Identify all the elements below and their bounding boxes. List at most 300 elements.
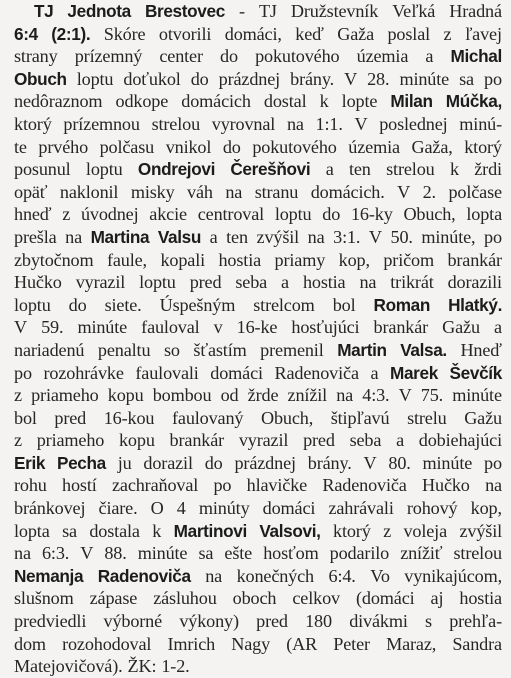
text-word: do: [322, 204, 341, 225]
article-line: [14, 520, 502, 543]
article-line: [14, 136, 502, 159]
article-line: [14, 339, 502, 362]
text-word: Obuch,: [403, 204, 456, 225]
article-line: [14, 249, 502, 272]
bold-name-word: Valsa.: [400, 339, 447, 360]
text-word: čiare.: [98, 498, 138, 519]
text-word: ten: [348, 159, 371, 180]
text-word: penaltu: [97, 339, 151, 360]
text-word: 180: [305, 611, 332, 632]
text-word: k: [449, 159, 459, 180]
article-line: [14, 407, 502, 430]
article-line: [14, 45, 502, 68]
article-line: [14, 203, 502, 226]
text-word: prízemnou: [63, 113, 140, 134]
text-word: minúte: [137, 543, 188, 564]
text-word: ŽK:: [127, 656, 157, 677]
text-word: prízemný: [74, 46, 143, 67]
bold-name-word: (2:1).: [51, 23, 91, 44]
text-word: k: [152, 520, 162, 541]
bold-name-word: Milan: [390, 91, 433, 112]
text-word: V: [398, 385, 412, 406]
article-line: [14, 294, 502, 317]
bold-name-word: Radenoviča: [97, 565, 191, 586]
text-word: úvodnej: [80, 204, 139, 225]
text-word: Peter: [333, 633, 370, 654]
text-word: centroval: [197, 204, 265, 225]
text-word: stranu: [254, 181, 299, 202]
text-word: váh: [187, 181, 213, 202]
text-word: Hradná: [449, 1, 502, 21]
text-word: Radenoviča: [322, 475, 407, 496]
text-word: opäť: [14, 181, 48, 202]
text-word: polčasu: [99, 136, 155, 157]
text-word: a: [396, 430, 404, 451]
text-word: podarilo: [329, 543, 390, 564]
text-word: fauloval: [141, 317, 200, 338]
text-word: na: [336, 385, 354, 406]
article-line: [14, 587, 502, 610]
text-word: pokutového: [252, 136, 337, 157]
text-word: 3:1.: [333, 226, 361, 247]
text-word: siete.: [104, 294, 142, 315]
text-word: 1-2.: [161, 656, 190, 677]
text-word: faulovali: [135, 362, 199, 383]
text-word: bránkovej: [14, 498, 86, 519]
text-word: z: [62, 204, 71, 225]
article-line: [14, 452, 502, 475]
text-word: po: [213, 475, 232, 496]
text-word: a: [425, 46, 434, 67]
text-word: kopu: [118, 430, 155, 451]
text-word: loptu: [76, 68, 114, 89]
bold-name-word: Nemanja: [14, 565, 84, 586]
text-word: od: [220, 385, 239, 406]
text-word: zásluhou: [153, 588, 217, 609]
text-word: brány.: [290, 68, 335, 89]
text-word: premenil: [260, 339, 324, 360]
text-word: 28.: [367, 68, 390, 89]
text-word: odkope: [115, 91, 169, 112]
text-word: do: [220, 46, 238, 67]
text-word: územia: [348, 136, 400, 157]
text-word: zvýšil: [256, 226, 300, 247]
text-word: štipľavú: [330, 407, 390, 428]
text-word: kop,: [470, 498, 502, 519]
text-word: lopte: [341, 91, 378, 112]
article-line: [14, 429, 502, 452]
bold-name-word: Obuch: [14, 68, 67, 89]
text-word: loptu: [139, 272, 176, 293]
text-word: územia: [356, 46, 409, 67]
article-line: [14, 384, 502, 407]
bold-name-word: Čerešňovi: [230, 159, 311, 180]
text-word: na: [286, 113, 304, 134]
text-word: pričom: [383, 249, 434, 270]
text-word: divákmi: [349, 611, 408, 632]
text-word: strelou: [386, 159, 435, 180]
text-word: V: [80, 543, 94, 564]
article-line: [14, 23, 502, 46]
bold-name-word: Martin: [337, 339, 387, 360]
text-word: ešte: [224, 543, 253, 564]
text-word: Radenoviča: [274, 362, 359, 383]
text-word: kopu: [107, 385, 144, 406]
text-word: trikrát: [390, 272, 434, 293]
text-word: TJ: [258, 1, 277, 21]
text-word: Úspešným: [159, 294, 236, 315]
text-word: -: [238, 1, 245, 21]
text-word: 50.: [390, 226, 413, 247]
article-line: [14, 497, 502, 520]
text-word: znížil: [287, 385, 328, 406]
text-word: a: [281, 272, 289, 293]
text-word: ju: [117, 452, 132, 473]
text-word: ten: [226, 226, 248, 247]
text-word: bol: [14, 407, 37, 428]
text-word: výborné: [103, 611, 163, 632]
text-word: na: [14, 543, 31, 564]
article-line: [14, 655, 502, 678]
text-word: kopali: [160, 249, 205, 270]
match-report-article: [14, 0, 502, 678]
text-word: V: [368, 226, 382, 247]
text-word: hosťom: [263, 543, 319, 564]
text-word: zahrávali: [328, 498, 394, 519]
text-word: seba: [235, 272, 268, 293]
text-word: vnikol: [165, 136, 212, 157]
text-word: sa: [459, 68, 474, 89]
text-word: rohový: [406, 498, 458, 519]
text-word: ktorý: [464, 136, 502, 157]
text-word: dostala: [89, 520, 140, 541]
text-word: V: [363, 452, 377, 473]
text-word: do: [68, 294, 87, 315]
article-line: [14, 542, 502, 565]
bold-name-word: Brestovec: [144, 1, 225, 21]
text-word: V: [354, 113, 368, 134]
text-word: poslal: [387, 23, 431, 44]
text-word: 16-kou: [103, 407, 155, 428]
text-word: so: [163, 339, 180, 360]
text-word: keď: [295, 23, 324, 44]
bold-name-word: Martina: [90, 226, 150, 247]
bold-name-word: Valsu: [157, 226, 202, 247]
text-word: V: [344, 68, 358, 89]
text-word: z: [443, 23, 452, 44]
text-word: zachraňoval: [111, 475, 199, 496]
text-word: vyrazil: [238, 430, 289, 451]
text-word: lopta: [14, 520, 50, 541]
text-word: (AR: [286, 633, 318, 654]
text-word: seba: [349, 430, 382, 451]
text-word: V: [397, 181, 411, 202]
text-word: 16-ky: [350, 204, 393, 225]
text-word: O: [150, 498, 164, 519]
text-word: Hučko: [422, 475, 470, 496]
bold-name-word: Ševčík: [449, 362, 502, 383]
text-word: prehľa-: [449, 611, 502, 632]
text-word: priamy: [274, 249, 326, 270]
text-word: vynikajúcom,: [404, 565, 502, 586]
text-word: voleja: [403, 520, 448, 541]
text-word: minúte: [452, 385, 502, 406]
text-word: k: [319, 91, 329, 112]
text-word: konečných: [236, 565, 314, 586]
text-word: minúte: [77, 317, 128, 338]
text-word: po: [484, 452, 502, 473]
text-word: 1:1.: [315, 113, 343, 134]
text-word: žrdi: [474, 159, 502, 180]
text-word: s: [425, 611, 432, 632]
text-word: aj: [430, 588, 444, 609]
text-word: sa: [198, 543, 214, 564]
text-word: po: [484, 226, 502, 247]
text-word: strelou: [453, 543, 502, 564]
text-word: strany: [14, 46, 58, 67]
text-word: Veľká: [392, 1, 436, 21]
text-word: poslednej: [379, 113, 448, 134]
text-word: pred: [54, 407, 87, 428]
article-line: [14, 316, 502, 339]
text-word: pred: [256, 611, 288, 632]
text-word: bombou: [152, 385, 212, 406]
article-line: [14, 633, 502, 656]
text-word: dom: [14, 633, 46, 654]
text-word: strelcom: [253, 294, 315, 315]
text-word: domáci,: [224, 23, 282, 44]
text-word: pred: [189, 272, 222, 293]
text-word: te: [14, 136, 27, 157]
text-word: do: [222, 136, 241, 157]
text-word: hneď: [14, 204, 52, 225]
text-word: hlavičke: [246, 475, 308, 496]
text-word: na: [485, 475, 502, 496]
article-line: [14, 181, 502, 204]
text-word: dorazil: [143, 452, 193, 473]
text-word: brankár: [373, 317, 429, 338]
text-word: minúte: [399, 68, 450, 89]
text-word: hosťujúci: [291, 317, 360, 338]
text-word: prázdnej: [218, 68, 281, 89]
text-word: polčase: [448, 181, 502, 202]
text-word: na: [65, 226, 82, 247]
text-word: loptu: [14, 294, 51, 315]
text-word: 6:4.: [328, 565, 356, 586]
text-word: rozohodoval: [62, 633, 152, 654]
text-word: vyrazil: [75, 272, 126, 293]
text-word: brankár: [447, 249, 502, 270]
text-word: predviedli: [14, 611, 87, 632]
text-word: Družstevník: [290, 1, 379, 21]
article-line: [14, 474, 502, 497]
text-word: a: [325, 159, 334, 180]
text-word: oboch: [232, 588, 277, 609]
text-word: V: [14, 317, 27, 338]
text-word: sa: [62, 520, 77, 541]
text-word: domáci: [210, 362, 263, 383]
bold-name-word: Roman: [373, 294, 431, 315]
text-word: Nagy: [231, 633, 271, 654]
text-word: z: [14, 430, 22, 451]
text-word: na: [225, 181, 243, 202]
text-word: posunul: [14, 159, 71, 180]
text-word: Gažu: [442, 317, 480, 338]
article-line: [14, 158, 502, 181]
text-word: Vo: [370, 565, 390, 586]
text-word: 80.: [388, 452, 411, 473]
article-line: [14, 271, 502, 294]
text-word: Gaža: [337, 23, 374, 44]
bold-name-word: Marek: [390, 362, 438, 383]
text-word: minú-: [459, 113, 502, 134]
text-word: hostia: [459, 588, 502, 609]
bold-name-word: Erik: [14, 452, 46, 473]
text-word: minúte,: [421, 226, 476, 247]
text-word: faule,: [106, 249, 147, 270]
text-word: bol: [332, 294, 356, 315]
article-line: [14, 362, 502, 385]
text-word: hostia: [302, 272, 346, 293]
bold-name-word: Múčka,: [445, 91, 502, 112]
text-word: 16-ke: [236, 317, 278, 338]
text-word: Hneď: [460, 339, 502, 360]
text-word: na: [205, 565, 223, 586]
text-word: domácich: [181, 91, 251, 112]
text-word: doťukol: [123, 68, 181, 89]
text-word: v: [213, 317, 223, 338]
bold-name-word: Hlatký.: [448, 294, 502, 315]
text-word: rohu: [14, 475, 47, 496]
text-word: z: [383, 520, 392, 541]
text-word: dostal: [263, 91, 307, 112]
article-line: [14, 0, 502, 23]
text-word: loptu: [274, 204, 312, 225]
text-word: 4: [176, 498, 186, 519]
bold-name-word: Pecha: [56, 452, 106, 473]
text-word: a: [493, 317, 502, 338]
article-line: [14, 610, 502, 633]
bold-name-word: Martinovi: [173, 520, 247, 541]
text-word: pokutového: [255, 46, 340, 67]
text-word: 88.: [104, 543, 127, 564]
text-word: brány.: [307, 452, 352, 473]
text-word: lopta: [466, 204, 502, 225]
bold-name-word: Ondrejovi: [137, 159, 215, 180]
bold-name-word: 6:4: [14, 23, 38, 44]
text-word: center: [159, 46, 203, 67]
text-word: po: [484, 68, 502, 89]
text-word: kop,: [338, 249, 370, 270]
text-word: nariadenú: [14, 339, 85, 360]
bold-name-word: Jednota: [67, 1, 131, 21]
text-word: brankár: [169, 430, 225, 451]
text-word: misky: [130, 181, 175, 202]
bold-name-word: TJ: [34, 1, 54, 21]
text-word: nedôraznom: [14, 91, 103, 112]
text-word: strelu: [407, 407, 447, 428]
text-word: Gaža,: [411, 136, 453, 157]
text-word: faulovaný: [171, 407, 244, 428]
text-word: žrde: [247, 385, 279, 406]
text-word: Obuch,: [260, 407, 314, 428]
text-word: domáci: [262, 498, 316, 519]
text-word: prvého: [38, 136, 89, 157]
text-word: po: [14, 362, 32, 383]
text-word: prázdnej: [234, 452, 296, 473]
text-word: 75.: [420, 385, 444, 406]
text-word: do: [190, 68, 209, 89]
text-word: priameho: [31, 385, 99, 406]
text-word: rozohrávke: [43, 362, 124, 383]
article-line: [14, 113, 502, 136]
text-word: zápase: [89, 588, 138, 609]
text-word: Imrich: [167, 633, 216, 654]
text-word: priameho: [36, 430, 105, 451]
text-word: šťastím: [193, 339, 247, 360]
text-word: a: [209, 226, 218, 247]
text-word: do: [204, 452, 223, 473]
text-word: dorazili: [447, 272, 502, 293]
text-word: loptu: [85, 159, 123, 180]
text-word: slušnom: [14, 588, 74, 609]
text-word: zbytočnom: [14, 249, 94, 270]
text-word: 2.: [422, 181, 436, 202]
text-word: 59.: [41, 317, 64, 338]
text-word: 4:3.: [362, 385, 390, 406]
text-word: pred: [303, 430, 335, 451]
text-word: prešla: [14, 226, 57, 247]
text-word: ľavej: [464, 23, 502, 44]
text-word: minúty: [198, 498, 250, 519]
text-word: dobiehajúci: [418, 430, 502, 451]
text-word: na: [359, 272, 377, 293]
text-word: minúte: [422, 452, 473, 473]
text-word: Gažu: [464, 407, 502, 428]
text-word: ktorý: [14, 113, 52, 134]
text-word: domácich.: [310, 181, 385, 202]
article-line: [14, 226, 502, 249]
article-line: [14, 68, 502, 91]
text-word: Hučko: [14, 272, 62, 293]
bold-name-word: Michal: [450, 46, 502, 67]
text-word: vyrovnal: [211, 113, 276, 134]
text-word: hostí: [62, 475, 97, 496]
text-word: Skóre: [103, 23, 146, 44]
text-word: Matejovičová).: [14, 656, 123, 677]
text-word: hostia: [218, 249, 262, 270]
text-word: 6:3.: [41, 543, 70, 564]
text-word: akcie: [149, 204, 187, 225]
text-word: ktorý: [333, 520, 371, 541]
article-line: [14, 90, 502, 113]
text-word: otvorili: [158, 23, 212, 44]
bold-name-word: Valsovi,: [259, 520, 321, 541]
text-word: na: [307, 226, 325, 247]
text-word: a: [370, 362, 379, 383]
article-line: [14, 565, 502, 588]
text-word: Sandra: [452, 633, 502, 654]
text-word: celkov: [292, 588, 340, 609]
text-word: zvýšil: [459, 520, 502, 541]
text-word: z: [14, 385, 22, 406]
text-word: strelou: [151, 113, 201, 134]
text-word: výkony): [179, 611, 239, 632]
text-word: Maraz,: [386, 633, 437, 654]
text-word: (domáci: [355, 588, 415, 609]
text-word: naklonil: [59, 181, 119, 202]
text-word: znížiť: [400, 543, 443, 564]
